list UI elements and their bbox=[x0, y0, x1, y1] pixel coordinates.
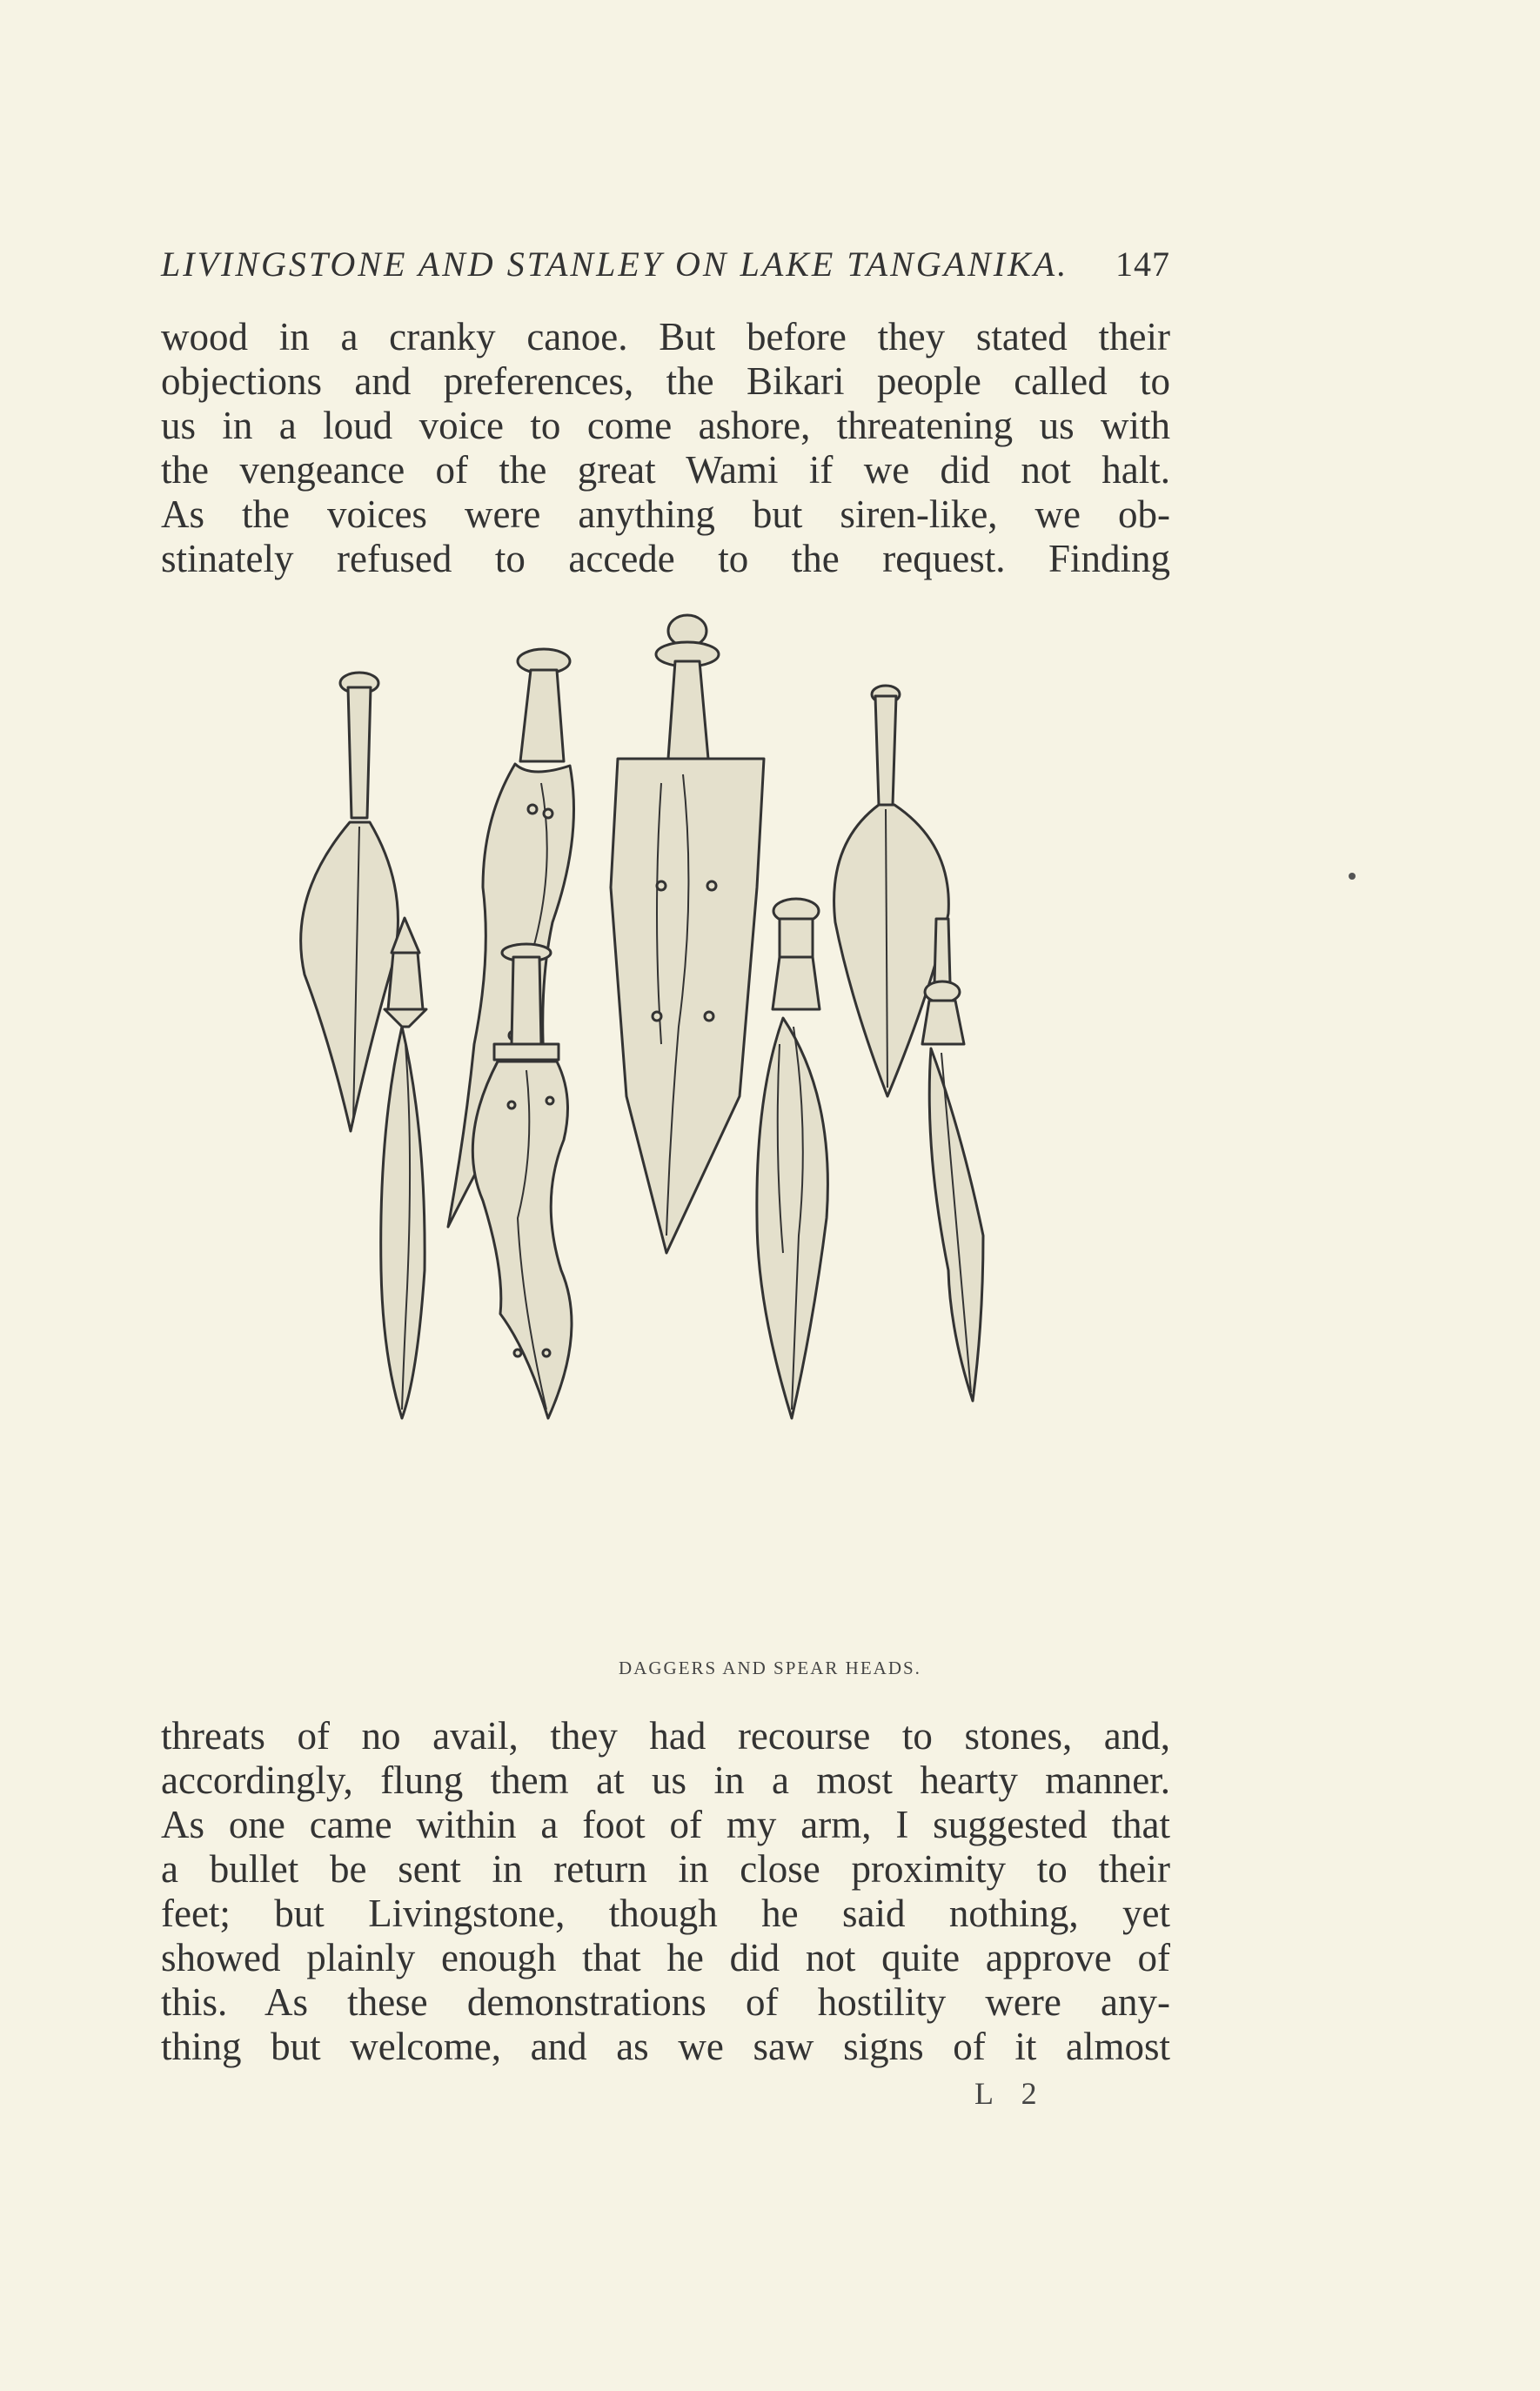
text-line: As the voices were anything but siren-like, we ob- bbox=[161, 492, 1170, 536]
body-paragraph-bottom bbox=[161, 1714, 1170, 2069]
dagger-illustration-1 bbox=[301, 673, 398, 1131]
text-line: As one came within a foot of my arm, I suggested that bbox=[161, 1803, 1170, 1846]
daggers-illustration bbox=[287, 609, 1053, 1653]
dagger-illustration-8 bbox=[922, 919, 983, 1401]
dagger-illustration-5 bbox=[381, 918, 426, 1418]
text-line: threats of no avail, they had recourse to stones, and, bbox=[161, 1714, 1170, 1758]
text-line: objections and preferences, the Bikari people called to bbox=[161, 359, 1170, 403]
running-title: LIVINGSTONE AND STANLEY ON LAKE TANGANIKA. bbox=[161, 244, 1069, 284]
page-number: 147 bbox=[1115, 244, 1170, 284]
ink-speck bbox=[1349, 873, 1356, 880]
signature-mark: L 2 bbox=[974, 2076, 1048, 2111]
text-line: stinately refused to accede to the request. Finding bbox=[161, 537, 1170, 580]
running-head bbox=[161, 244, 1170, 285]
text-line: accordingly, flung them at us in a most hearty manner. bbox=[161, 1758, 1170, 1802]
text-line: the vengeance of the great Wami if we did not halt. bbox=[161, 448, 1170, 492]
dagger-illustration-3 bbox=[611, 615, 764, 1253]
text-line: us in a loud voice to come ashore, threatening us with bbox=[161, 404, 1170, 447]
text-line: this. As these demonstrations of hostility were any- bbox=[161, 1980, 1170, 2024]
text-line: showed plainly enough that he did not quite approve of bbox=[161, 1936, 1170, 1979]
text-line: a bullet be sent in return in close proximity to their bbox=[161, 1847, 1170, 1891]
text-line: wood in a cranky canoe. But before they stated their bbox=[161, 315, 1170, 358]
text-line: thing but welcome, and as we saw signs of it almost bbox=[161, 2025, 1170, 2068]
body-paragraph-top bbox=[161, 315, 1170, 581]
text-line: feet; but Livingstone, though he said nothing, yet bbox=[161, 1892, 1170, 1935]
figure-caption: DAGGERS AND SPEAR HEADS. bbox=[619, 1658, 921, 1678]
dagger-illustration-7 bbox=[757, 899, 828, 1418]
